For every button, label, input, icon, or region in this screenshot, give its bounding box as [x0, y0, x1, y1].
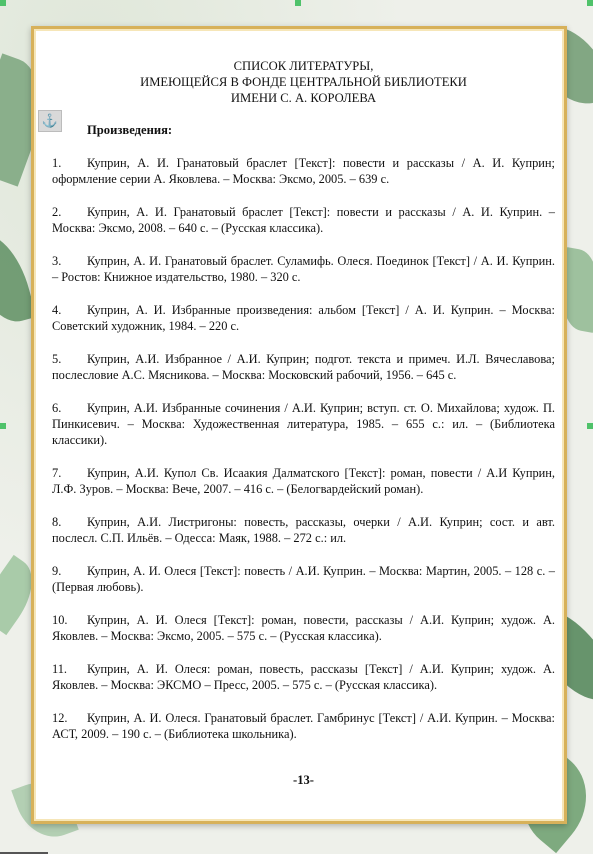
entry-text: Куприн, А.И. Избранное / А.И. Куприн; подгот. текста и примеч. И.Л. Вячеславова; послесловие А.С. Мясникова. – Москва: Московский рабочий, 1956. – 645 с.: [52, 352, 555, 382]
selection-handle[interactable]: [295, 0, 301, 6]
selection-handle[interactable]: [0, 423, 6, 429]
entry-number: 6.: [52, 401, 62, 415]
bibliography-entry: [52, 155, 555, 187]
entry-number: 3.: [52, 254, 62, 268]
section-heading: Произведения:: [87, 123, 173, 137]
page-number: -13-: [293, 773, 314, 787]
entry-text: Куприн, А. И. Избранные произведения: альбом [Текст] / А. И. Куприн. – Москва: Советский художник, 1984. – 220 с.: [52, 303, 555, 333]
entry-number: 2.: [52, 205, 62, 219]
entry-number: 10.: [52, 613, 68, 627]
selection-handle[interactable]: [0, 0, 6, 6]
entry-text: Куприн, А. И. Гранатовый браслет [Текст]: повести и рассказы / А. И. Куприн; оформление серии А. Яковлева. – Москва: Эксмо, 2005. – 639 с.: [52, 156, 555, 186]
selection-handle[interactable]: [587, 0, 593, 6]
entry-text: Куприн, А. И. Олеся: роман, повесть, рассказы [Текст] / А.И. Куприн; худож. А. Яковлев. – Москва: ЭКСМО – Пресс, 2005. – 575 с. – (Русская классика).: [52, 662, 555, 692]
anchor-icon[interactable]: ⚓: [38, 110, 62, 132]
bibliography-entry: [52, 351, 555, 383]
entry-number: 5.: [52, 352, 62, 366]
selection-handle[interactable]: [587, 423, 593, 429]
entry-text: Куприн, А. И. Олеся [Текст]: повесть / А.И. Куприн. – Москва: Мартин, 2005. – 128 с. – (Первая любовь).: [52, 564, 555, 594]
bibliography-entry: [52, 302, 555, 334]
entry-number: 8.: [52, 515, 62, 529]
document-title: [52, 58, 555, 106]
bibliography-entry: [52, 514, 555, 546]
entry-text: Куприн, А. И. Гранатовый браслет. Суламифь. Олеся. Поединок [Текст] / А. И. Куприн. – Ростов: Книжное издательство, 1980. – 320 с.: [52, 254, 555, 284]
entry-text: Куприн, А. И. Гранатовый браслет [Текст]: повести и рассказы / А. И. Куприн. – Москва: Эксмо, 2008. – 640 с. – (Русская классика).: [52, 205, 555, 235]
bibliography-entry: [52, 253, 555, 285]
bibliography-entry: [52, 661, 555, 693]
title-line: ИМЕНИ С. А. КОРОЛЕВА: [230, 91, 377, 105]
bibliography-list: [52, 155, 555, 742]
bibliography-entry: [52, 400, 555, 448]
bibliography-entry: [52, 612, 555, 644]
document-body: [41, 58, 555, 787]
bibliography-entry: [52, 563, 555, 595]
entry-text: Куприн, А. И. Олеся [Текст]: роман, повести, рассказы / А.И. Куприн; худож. А. Яковлев. – Москва: Эксмо, 2005. – 575 с. – (Русская классика).: [52, 613, 555, 643]
entry-text: Куприн, А.И. Листригоны: повесть, рассказы, очерки / А.И. Куприн; сост. и авт. послесл. С.П. Ильёв. – Одесса: Маяк, 1988. – 272 с.: ил.: [52, 515, 555, 545]
bibliography-entry: [52, 710, 555, 742]
bibliography-entry: [52, 204, 555, 236]
title-line: СПИСОК ЛИТЕРАТУРЫ,: [233, 59, 374, 73]
entry-number: 12.: [52, 711, 68, 725]
entry-text: Куприн, А.И. Избранные сочинения / А.И. Куприн; вступ. ст. О. Михайлова; худож. П. Пинкисевич. – Москва: Художественная литература, 1985. – 655 с.: ил. – (Библиотека классики).: [52, 401, 555, 447]
bibliography-entry: [52, 465, 555, 497]
entry-text: Куприн, А.И. Купол Св. Исаакия Далматского [Текст]: роман, повести / А.И Куприн, Л.Ф. Зуров. – Москва: Вече, 2007. – 416 с. – (Белогвардейский роман).: [52, 466, 555, 496]
entry-number: 11.: [52, 662, 68, 676]
title-line: ИМЕЮЩЕЙСЯ В ФОНДЕ ЦЕНТРАЛЬНОЙ БИБЛИОТЕКИ: [140, 75, 467, 89]
entry-number: 9.: [52, 564, 62, 578]
entry-number: 1.: [52, 156, 62, 170]
entry-number: 7.: [52, 466, 62, 480]
entry-number: 4.: [52, 303, 62, 317]
entry-text: Куприн, А. И. Олеся. Гранатовый браслет. Гамбринус [Текст] / А.И. Куприн. – Москва: АСТ, 2009. – 190 с. – (Библиотека школьника).: [52, 711, 555, 741]
